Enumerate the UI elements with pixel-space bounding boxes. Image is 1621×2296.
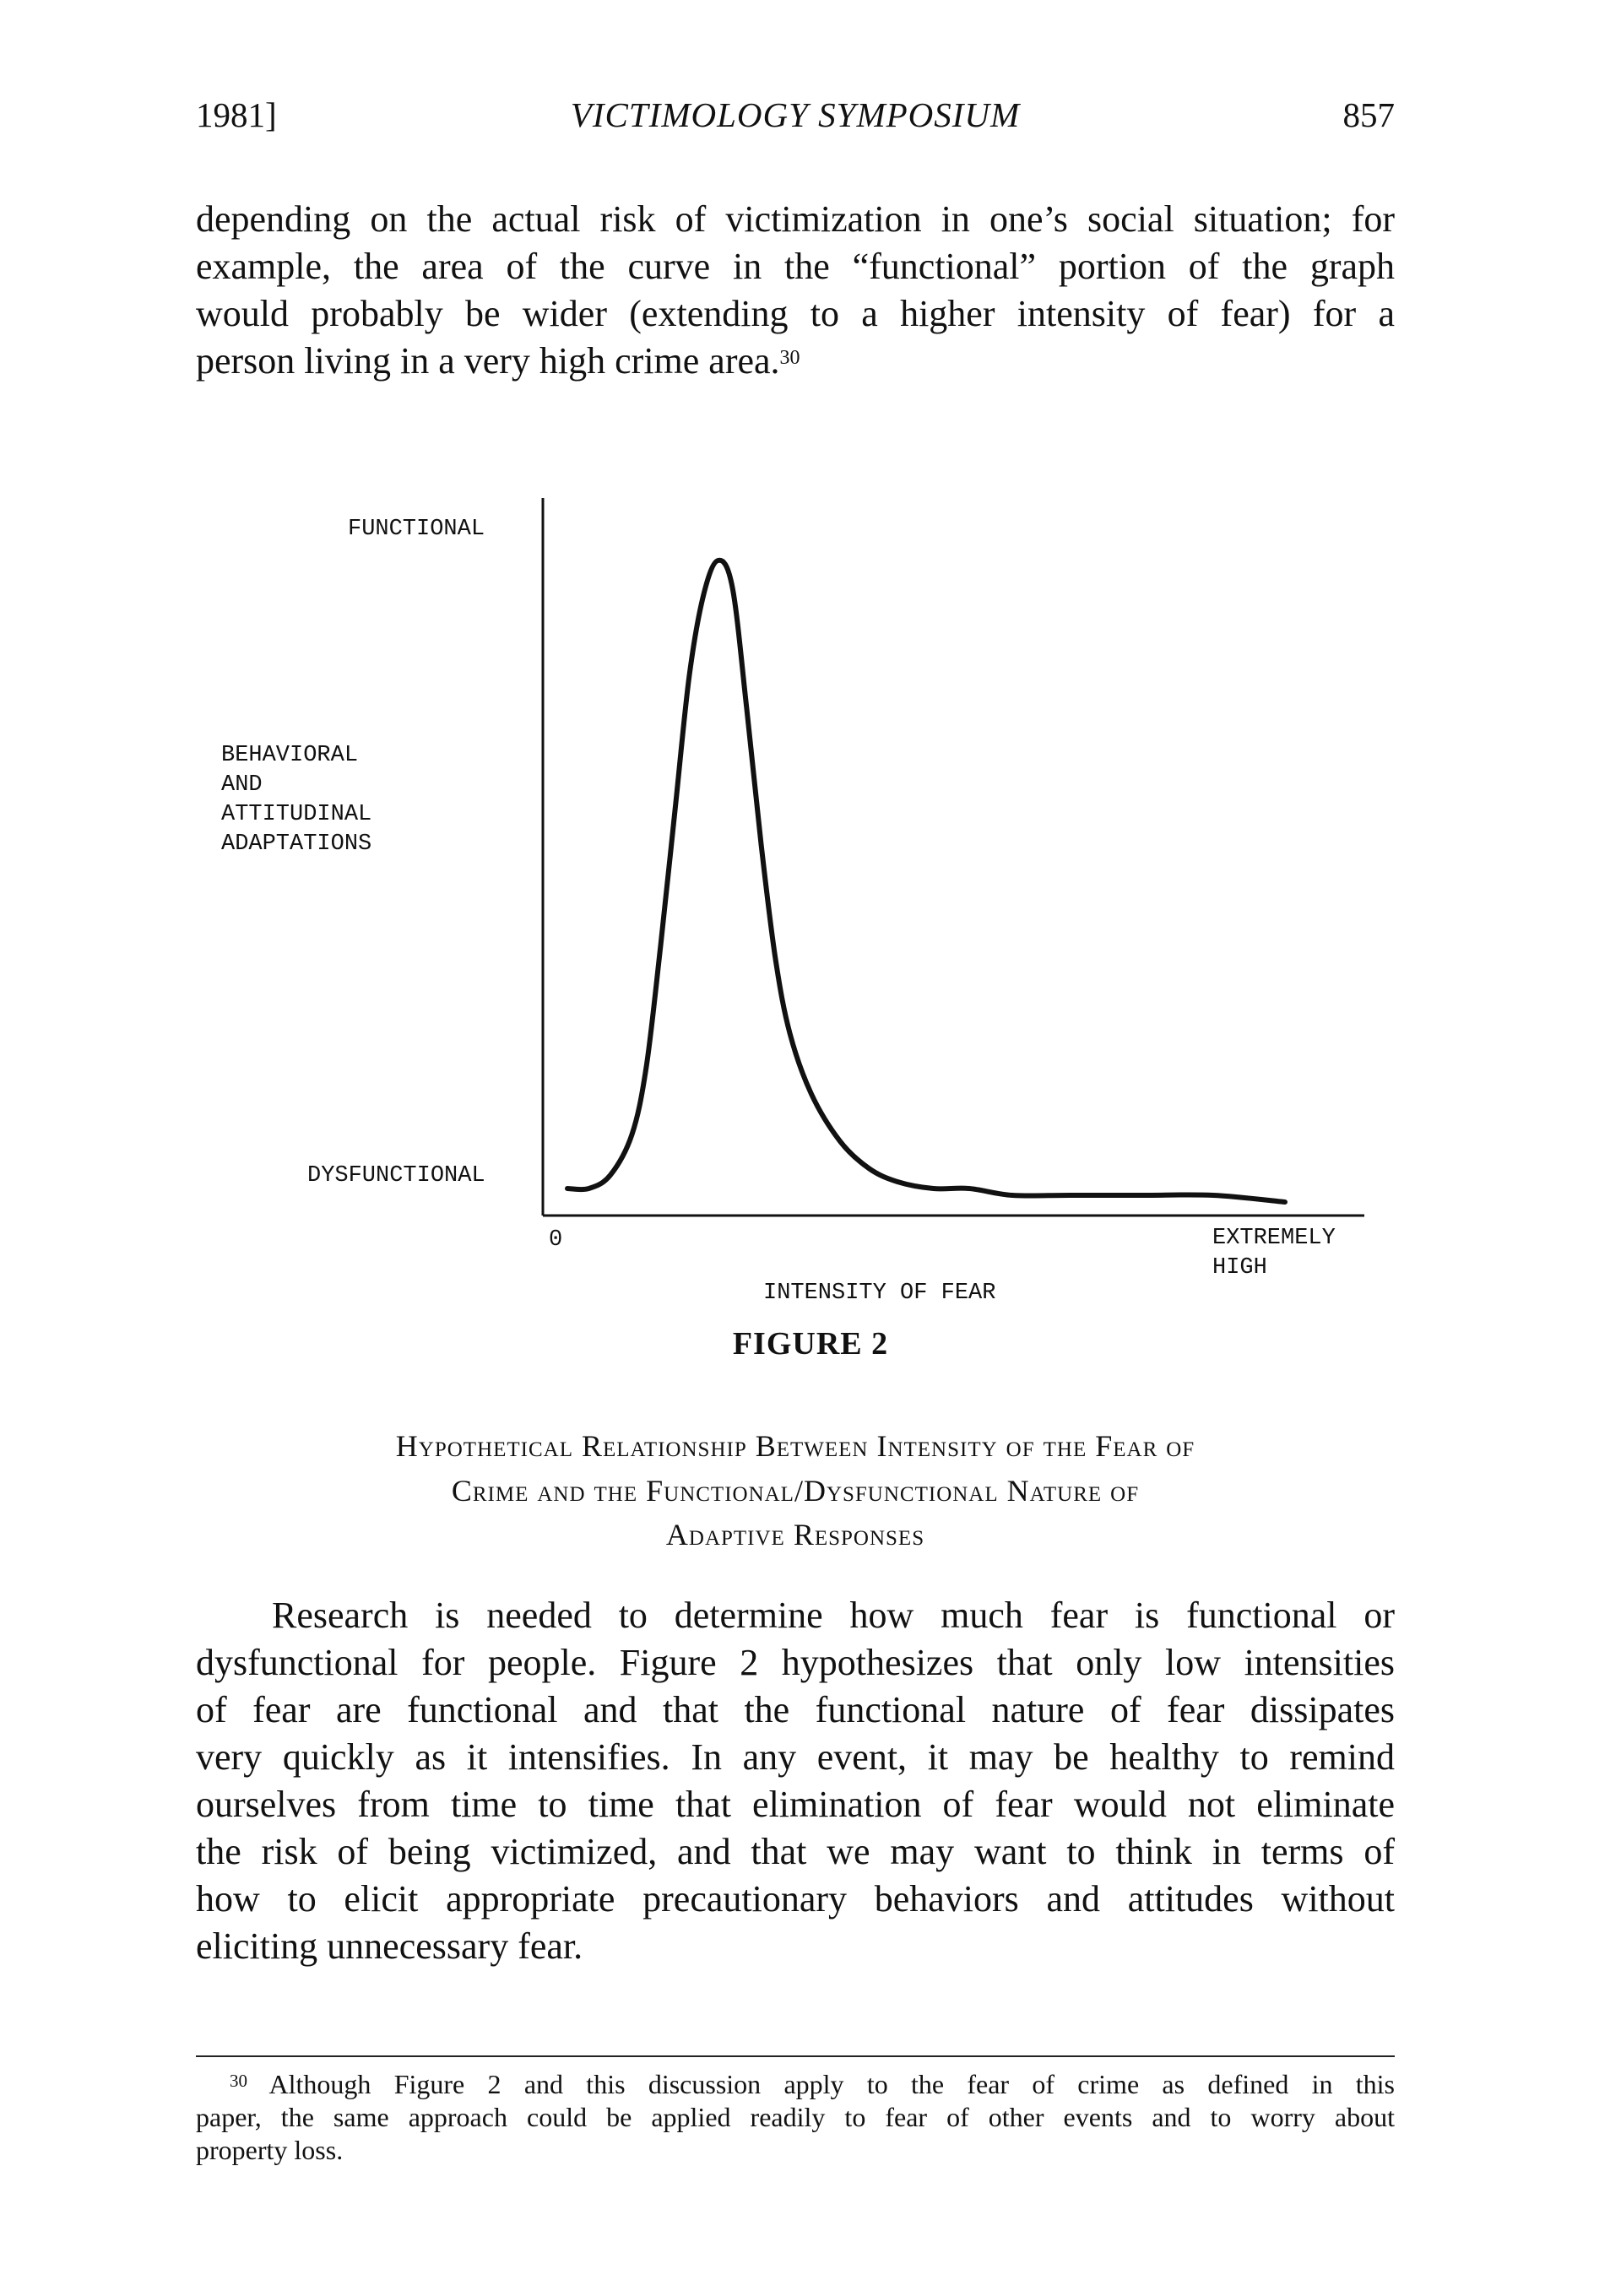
paragraph-2-line: of fear are functional and that the functional nature of fear dissipates bbox=[196, 1689, 1395, 1730]
y-axis-middle-label-line: ADAPTATIONS bbox=[221, 831, 372, 857]
chart-plot-area bbox=[0, 490, 1621, 1359]
paragraph-1-line: example, the area of the curve in the “functional” portion of the graph bbox=[196, 246, 1395, 287]
paragraph-1 bbox=[196, 196, 1395, 385]
running-head bbox=[196, 95, 1395, 154]
paragraph-1-line: would probably be wider (extending to a higher intensity of fear) for a bbox=[196, 293, 1395, 334]
footnote-divider bbox=[196, 2055, 1395, 2057]
paragraph-1-last-line bbox=[196, 338, 1395, 385]
x-axis-title: INTENSITY OF FEAR bbox=[763, 1281, 996, 1306]
x-axis-end-label-line: EXTREMELY bbox=[1212, 1226, 1336, 1251]
figure-caption-line: Crime and the Functional/Dysfunctional Nature of bbox=[451, 1474, 1140, 1508]
chart-series-line bbox=[567, 560, 1285, 1202]
footnote-reference: 30 bbox=[779, 347, 800, 369]
running-head-journal-title: VICTIMOLOGY SYMPOSIUM bbox=[570, 95, 1021, 134]
paragraph-2-line: ourselves from time to time that elimination of fear would not eliminate bbox=[196, 1784, 1395, 1825]
footnote-line: Although Figure 2 and this discussion apply to the fear of crime as defined in this bbox=[268, 2069, 1396, 2099]
figure-2-chart bbox=[0, 490, 1621, 1359]
x-axis-start-label: 0 bbox=[549, 1227, 563, 1253]
paragraph-1-line: depending on the actual risk of victimization in one’s social situation; for bbox=[196, 198, 1395, 240]
running-head-year: 1981] bbox=[196, 95, 277, 134]
paragraph-2-line: how to elicit appropriate precautionary behaviors and attitudes without bbox=[196, 1878, 1395, 1920]
paragraph-2-line: very quickly as it intensifies. In any event, it may be healthy to remind bbox=[196, 1736, 1395, 1778]
footnote bbox=[196, 2068, 1395, 2167]
paragraph-2 bbox=[196, 1592, 1395, 1970]
y-axis-middle-label-line: AND bbox=[221, 772, 263, 798]
x-axis-end-label bbox=[1212, 1224, 1336, 1283]
paragraph-2-line: Research is needed to determine how much fear is functional or bbox=[272, 1595, 1395, 1636]
footnote-first-line bbox=[196, 2068, 1395, 2101]
y-axis-middle-label-line: ATTITUDINAL bbox=[221, 802, 372, 827]
y-axis-top-label: FUNCTIONAL bbox=[348, 517, 485, 542]
footnote-line: property loss. bbox=[196, 2135, 344, 2165]
paragraph-2-line: dysfunctional for people. Figure 2 hypothesizes that only low intensities bbox=[196, 1642, 1395, 1683]
paragraph-2-line: the risk of being victimized, and that we may want to think in terms of bbox=[196, 1831, 1395, 1872]
page-number: 857 bbox=[1342, 95, 1395, 134]
paragraph-1-line: person living in a very high crime area. bbox=[196, 340, 780, 382]
footnote-number: 30 bbox=[230, 2071, 247, 2091]
figure-caption-line: Adaptive Responses bbox=[665, 1518, 925, 1551]
figure-label: FIGURE 2 bbox=[732, 1326, 889, 1362]
x-axis-end-label-line: HIGH bbox=[1212, 1255, 1267, 1281]
y-axis-bottom-label: DYSFUNCTIONAL bbox=[307, 1163, 485, 1189]
footnote-line: paper, the same approach could be applied readily to fear of other events and to worry about bbox=[196, 2102, 1395, 2132]
paragraph-2-line: eliciting unnecessary fear. bbox=[196, 1925, 583, 1967]
figure-caption-line: Hypothetical Relationship Between Intensity of the Fear of bbox=[395, 1429, 1195, 1463]
y-axis-middle-label-line: BEHAVIORAL bbox=[221, 743, 359, 768]
